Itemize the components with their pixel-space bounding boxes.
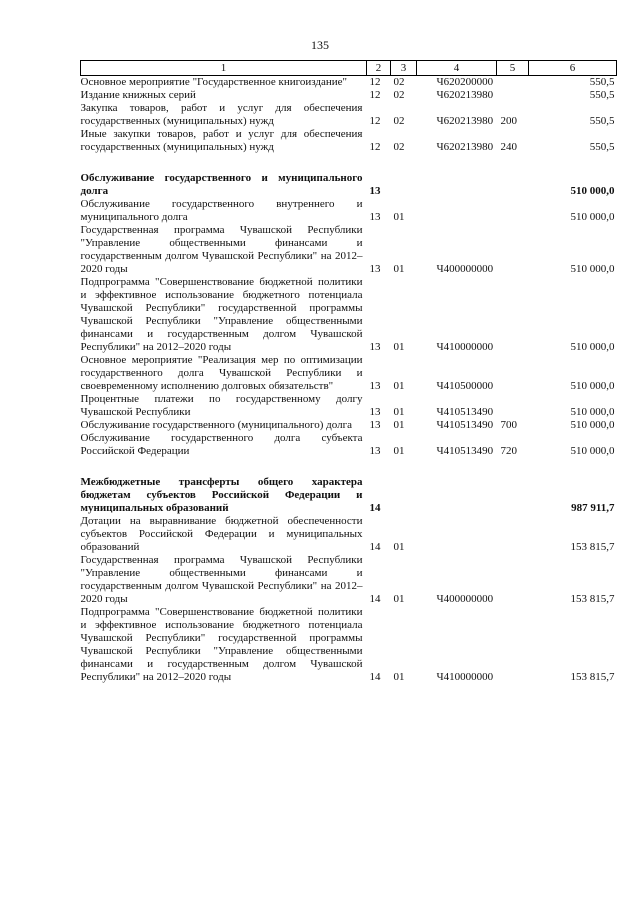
row-section: 13	[369, 185, 381, 197]
budget-table	[80, 60, 617, 684]
row-expense-type	[497, 89, 529, 102]
row-section: 14	[369, 541, 381, 553]
row-subsection: 01	[393, 341, 405, 353]
row-name: Процентные платежи по государственному долгу Чувашской Республики	[80, 393, 363, 418]
row-expense-type	[497, 606, 529, 684]
row-name: Подпрограмма "Совершенствование бюджетной политики и эффективное использование бюджетного потенциала Чувашской Республики" государственной программы Чувашской Республики "Управление общественными финансами и государственным долгом Чувашской Республики" на 2012–2020 годы	[80, 606, 363, 683]
page-number: 135	[311, 38, 329, 52]
row-amount: 550,5	[589, 141, 615, 153]
row-subsection: 01	[393, 380, 405, 392]
row-amount: 510 000,0	[570, 445, 615, 457]
row-target-item: Ч410000000	[436, 341, 494, 353]
row-expense-type	[497, 476, 529, 515]
table-row	[81, 89, 617, 102]
table-row	[81, 476, 617, 515]
row-name: Обслуживание государственного внутреннего и муниципального долга	[80, 198, 363, 223]
row-amount: 510 000,0	[570, 419, 615, 431]
row-section: 12	[369, 89, 381, 101]
table-row	[81, 276, 617, 354]
row-subsection: 01	[393, 263, 405, 275]
row-expense-type	[497, 198, 529, 224]
row-expense-type	[497, 172, 529, 198]
row-subsection: 01	[393, 445, 405, 457]
row-target-item: Ч620213980	[436, 115, 494, 127]
row-target-item	[417, 515, 497, 554]
row-name: Обслуживание государственного (муниципального) долга	[80, 419, 353, 431]
spacer-row	[81, 154, 617, 172]
row-subsection: 02	[393, 76, 405, 88]
header-col-6: 6	[529, 61, 617, 76]
row-subsection: 02	[393, 141, 405, 153]
row-expense-type: 240	[500, 141, 517, 153]
row-name: Подпрограмма "Совершенствование бюджетной политики и эффективное использование бюджетного потенциала Чувашской Республики" государственной программы Чувашской Республики "Управление общественными финансами и государственным долгом Чувашской Республики" на 2012–2020 годы	[80, 276, 363, 353]
row-name: Основное мероприятие "Государственное книгоиздание"	[80, 76, 347, 88]
row-subsection: 01	[393, 593, 405, 605]
table-row	[81, 554, 617, 606]
row-target-item: Ч410000000	[436, 671, 494, 683]
table-row	[81, 198, 617, 224]
row-amount: 510 000,0	[570, 211, 615, 223]
row-expense-type	[497, 393, 529, 419]
row-amount: 153 815,7	[570, 541, 615, 553]
row-subsection: 01	[393, 671, 405, 683]
row-expense-type	[497, 276, 529, 354]
table-row	[81, 102, 617, 128]
table-row	[81, 393, 617, 419]
row-section: 13	[369, 406, 381, 418]
row-section: 13	[369, 341, 381, 353]
row-subsection: 01	[393, 406, 405, 418]
row-name: Межбюджетные трансферты общего характера бюджетам субъектов Российской Федерации и муниципальных образований	[80, 476, 363, 514]
row-name: Закупка товаров, работ и услуг для обеспечения государственных (муниципальных) нужд	[80, 102, 363, 127]
row-subsection: 01	[393, 211, 405, 223]
row-section: 12	[369, 76, 381, 88]
table-row	[81, 432, 617, 458]
header-col-5: 5	[497, 61, 529, 76]
row-target-item	[417, 198, 497, 224]
row-name: Государственная программа Чувашской Республики "Управление общественными финансами и государственным долгом Чувашской Республики" на 2012–2020 годы	[80, 554, 363, 605]
row-section: 13	[369, 263, 381, 275]
table-row	[81, 419, 617, 432]
row-subsection: 02	[393, 115, 405, 127]
row-target-item: Ч410513490	[436, 419, 494, 431]
spacer-cell	[81, 458, 617, 476]
header-col-3: 3	[391, 61, 417, 76]
row-name: Иные закупки товаров, работ и услуг для обеспечения государственных (муниципальных) нужд	[80, 128, 363, 153]
row-amount: 153 815,7	[570, 593, 615, 605]
spacer-row	[81, 458, 617, 476]
row-subsection	[391, 172, 417, 198]
row-expense-type	[497, 515, 529, 554]
row-section: 13	[369, 419, 381, 431]
header-col-4: 4	[417, 61, 497, 76]
table-row	[81, 606, 617, 684]
table-body	[81, 76, 617, 685]
row-subsection	[391, 476, 417, 515]
row-name: Государственная программа Чувашской Республики "Управление общественными финансами и государственным долгом Чувашской Республики" на 2012–2020 годы	[80, 224, 363, 275]
row-subsection: 02	[393, 89, 405, 101]
row-amount: 987 911,7	[571, 502, 615, 514]
table-row	[81, 76, 617, 90]
row-subsection: 01	[393, 541, 405, 553]
row-subsection: 01	[393, 419, 405, 431]
row-name: Обслуживание государственного и муниципального долга	[80, 172, 363, 197]
row-target-item: Ч620213980	[436, 89, 494, 101]
row-amount: 510 000,0	[570, 380, 615, 392]
table-header	[81, 61, 617, 76]
row-section: 14	[369, 502, 381, 514]
row-expense-type	[497, 354, 529, 393]
row-name: Издание книжных серий	[80, 89, 196, 101]
table-row	[81, 224, 617, 276]
row-amount: 153 815,7	[570, 671, 615, 683]
row-expense-type	[497, 554, 529, 606]
row-target-item: Ч400000000	[436, 263, 494, 275]
row-section: 13	[369, 445, 381, 457]
row-target-item: Ч410513490	[436, 406, 494, 418]
row-section: 12	[369, 141, 381, 153]
row-target-item: Ч400000000	[436, 593, 494, 605]
row-expense-type: 200	[500, 115, 517, 127]
table-row	[81, 128, 617, 154]
row-amount: 510 000,0	[570, 341, 615, 353]
spacer-cell	[81, 154, 617, 172]
header-col-1: 1	[81, 61, 367, 76]
row-name: Основное мероприятие "Реализация мер по оптимизации государственного долга Чувашской Республики и своевременному исполнению долговых обязательств"	[80, 354, 363, 392]
row-amount: 550,5	[589, 89, 615, 101]
table-row	[81, 515, 617, 554]
table-row	[81, 172, 617, 198]
row-expense-type: 700	[500, 419, 517, 431]
row-expense-type: 720	[500, 445, 517, 457]
row-section: 13	[369, 380, 381, 392]
row-section: 13	[369, 211, 381, 223]
row-target-item	[417, 172, 497, 198]
row-target-item: Ч410513490	[436, 445, 494, 457]
row-target-item: Ч410500000	[436, 380, 494, 392]
row-expense-type	[497, 224, 529, 276]
row-target-item	[417, 476, 497, 515]
table-row	[81, 354, 617, 393]
row-target-item: Ч620213980	[436, 141, 494, 153]
row-amount: 550,5	[589, 115, 615, 127]
header-col-2: 2	[367, 61, 391, 76]
row-section: 12	[369, 115, 381, 127]
row-expense-type	[497, 76, 529, 90]
row-amount: 510 000,0	[570, 263, 615, 275]
row-amount: 510 000,0	[570, 185, 615, 197]
row-amount: 550,5	[589, 76, 615, 88]
row-name: Обслуживание государственного долга субъекта Российской Федерации	[80, 432, 363, 457]
row-name: Дотации на выравнивание бюджетной обеспеченности субъектов Российской Федерации и муниципальных образований	[80, 515, 363, 553]
row-target-item: Ч620200000	[436, 76, 494, 88]
row-section: 14	[369, 593, 381, 605]
row-amount: 510 000,0	[570, 406, 615, 418]
row-section: 14	[369, 671, 381, 683]
